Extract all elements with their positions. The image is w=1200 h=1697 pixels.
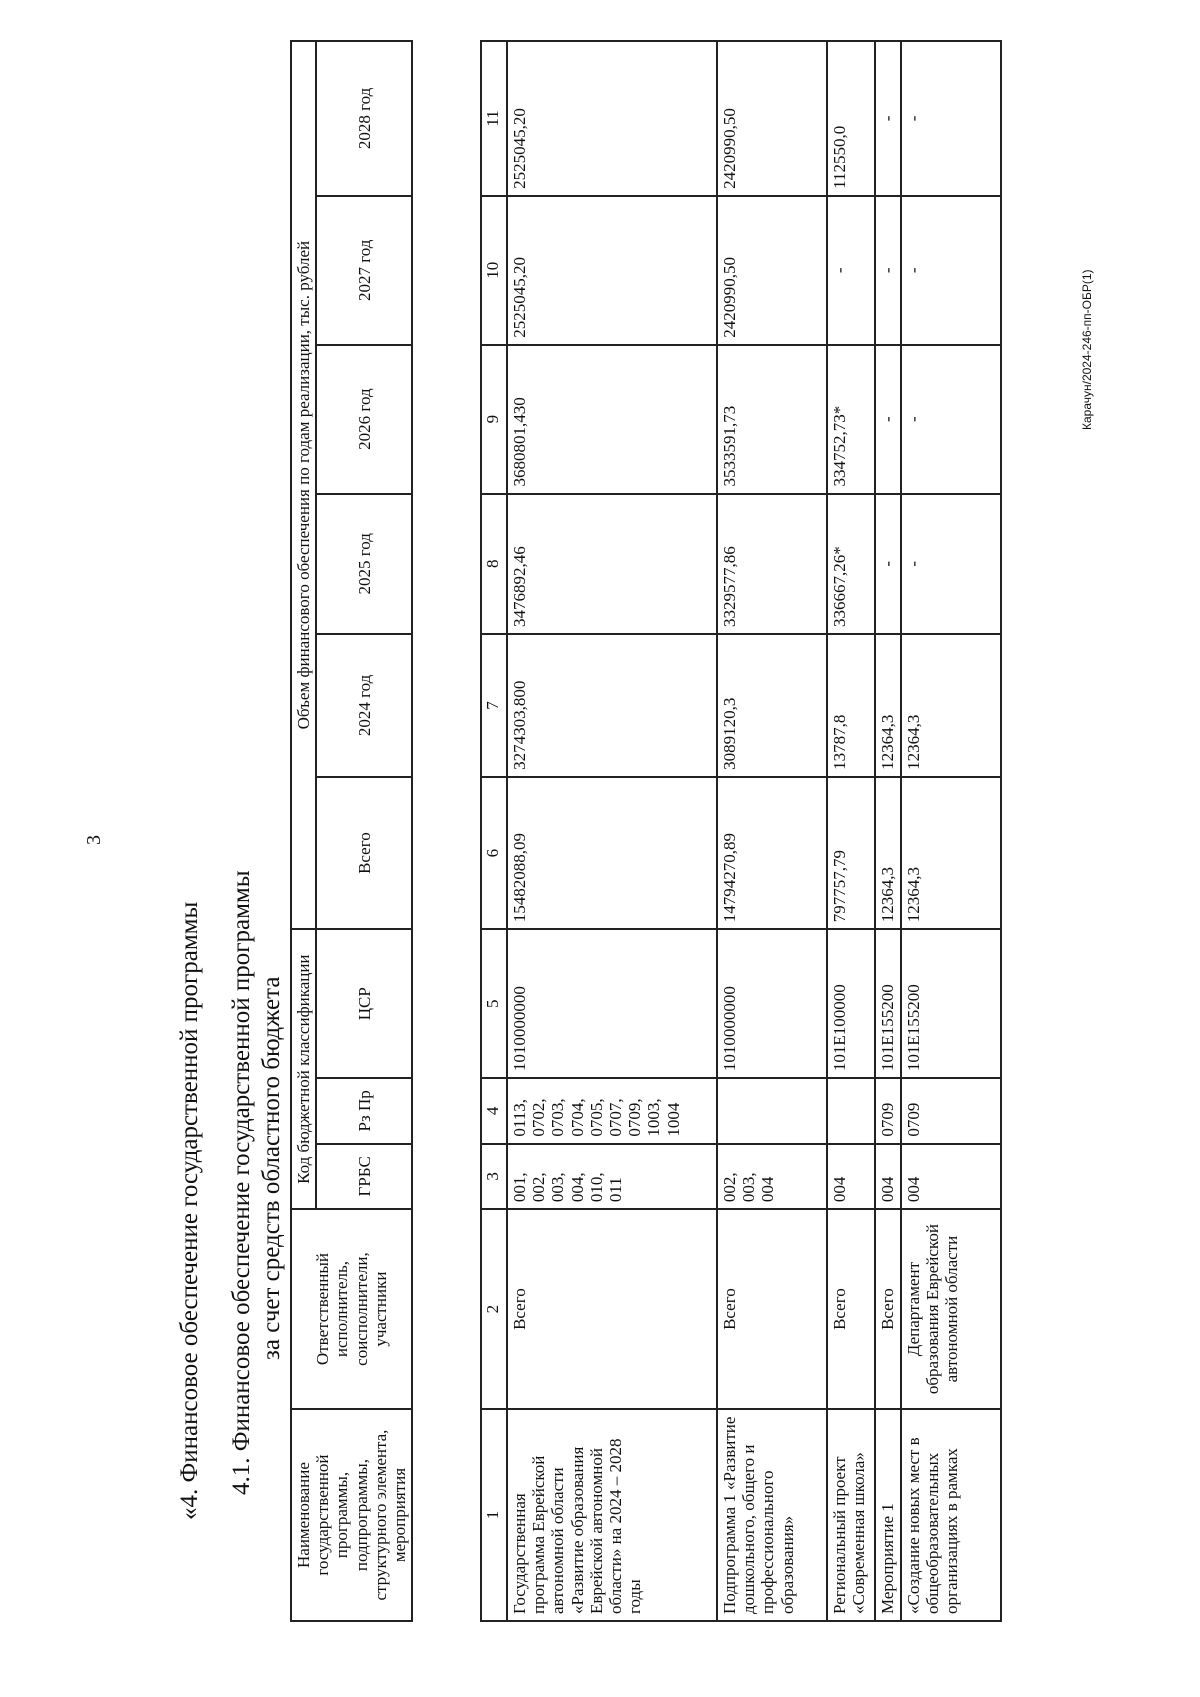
header-2026: 2026 год	[316, 345, 412, 494]
cell-responsible: Всего	[717, 1209, 827, 1409]
header-grbs: ГРБС	[316, 1144, 412, 1209]
cell-csr: 101Е155200	[901, 929, 1001, 1078]
header-2028: 2028 год	[316, 41, 412, 196]
cell-responsible: Всего	[875, 1209, 901, 1409]
table-row	[901, 41, 1001, 1621]
cell-csr: 101Е100000	[827, 929, 875, 1078]
column-number: 11	[481, 41, 507, 196]
cell-rzpr: 0709	[875, 1078, 901, 1143]
cell-rzpr: 0709	[901, 1078, 1001, 1143]
header-csr: ЦСР	[316, 929, 412, 1078]
table-body	[480, 40, 1002, 1622]
column-number: 5	[481, 929, 507, 1078]
cell-name: Государственная программа Еврейской автономной области «Развитие образования Еврейской автономной области» на 2024 – 2028 годы	[507, 1409, 717, 1621]
cell-rzpr	[827, 1078, 875, 1143]
cell-2024: 12364,3	[901, 634, 1001, 777]
cell-total: 797757,79	[827, 777, 875, 929]
document-code: Карачун/2024-246-пп-ОБР(1)	[1080, 269, 1094, 430]
cell-name: «Создание новых мест в общеобразовательных организациях в рамках	[901, 1409, 1001, 1621]
header-2025: 2025 год	[316, 494, 412, 634]
cell-2026: -	[875, 345, 901, 494]
header-responsible: Ответственный исполнитель, соисполнители, участники	[291, 1209, 412, 1409]
cell-name: Мероприятие 1	[875, 1409, 901, 1621]
cell-2027: -	[875, 196, 901, 345]
table-row	[717, 41, 827, 1621]
subsection-subheading: за счет средств областного бюджета	[258, 976, 285, 1360]
table-row	[875, 41, 901, 1621]
cell-2027: 2525045,20	[507, 196, 717, 345]
cell-2027: -	[901, 196, 1001, 345]
table-header	[290, 40, 413, 1622]
cell-2024: 3274303,800	[507, 634, 717, 777]
cell-2028: 112550,0	[827, 41, 875, 196]
column-number: 3	[481, 1144, 507, 1209]
cell-csr: 1010000000	[507, 929, 717, 1078]
cell-grbs: 004	[827, 1144, 875, 1209]
header-name: Наименование государственной программы, подпрограммы, структурного элемента, мероприятия	[291, 1409, 412, 1621]
table-row	[827, 41, 875, 1621]
cell-name: Региональный проект «Современная школа»	[827, 1409, 875, 1621]
cell-responsible: Всего	[507, 1209, 717, 1409]
header-2027: 2027 год	[316, 196, 412, 345]
cell-2025: -	[875, 494, 901, 634]
cell-csr: 1010000000	[717, 929, 827, 1078]
cell-grbs: 004	[901, 1144, 1001, 1209]
cell-2025: 336667,26*	[827, 494, 875, 634]
column-number: 1	[481, 1409, 507, 1621]
cell-name: Подпрограмма 1 «Развитие дошкольного, общего и профессионального образования»	[717, 1409, 827, 1621]
cell-2025: 3329577,86	[717, 494, 827, 634]
cell-rzpr: 0113, 0702, 0703, 0704, 0705, 0707, 0709, 1003, 1004	[507, 1078, 717, 1143]
cell-grbs: 004	[875, 1144, 901, 1209]
column-number: 9	[481, 345, 507, 494]
cell-2025: 3476892,46	[507, 494, 717, 634]
cell-2025: -	[901, 494, 1001, 634]
column-number: 6	[481, 777, 507, 929]
cell-rzpr	[717, 1078, 827, 1143]
cell-2026: 3680801,430	[507, 345, 717, 494]
cell-2026: 334752,73*	[827, 345, 875, 494]
cell-2027: 2420990,50	[717, 196, 827, 345]
cell-responsible: Всего	[827, 1209, 875, 1409]
header-volume-group: Объем финансового обеспечения по годам реализации, тыс. рублей	[291, 41, 316, 929]
cell-2028: 2420990,50	[717, 41, 827, 196]
cell-2024: 12364,3	[875, 634, 901, 777]
cell-2027: -	[827, 196, 875, 345]
cell-grbs: 001, 002, 003, 004, 010, 011	[507, 1144, 717, 1209]
cell-responsible: Департамент образования Еврейской автономной области	[901, 1209, 1001, 1409]
header-code-group: Код бюджетной классификации	[291, 929, 316, 1209]
cell-2028: -	[875, 41, 901, 196]
header-rzpr: Рз Пр	[316, 1078, 412, 1143]
cell-2026: -	[901, 345, 1001, 494]
table-row-column-numbers	[481, 41, 507, 1621]
cell-total: 15482088,09	[507, 777, 717, 929]
column-number: 8	[481, 494, 507, 634]
header-2024: 2024 год	[316, 634, 412, 777]
column-number: 4	[481, 1078, 507, 1143]
cell-total: 14794270,89	[717, 777, 827, 929]
column-number: 2	[481, 1209, 507, 1409]
column-number: 10	[481, 196, 507, 345]
cell-grbs: 002, 003, 004	[717, 1144, 827, 1209]
table-row	[507, 41, 717, 1621]
cell-total: 12364,3	[875, 777, 901, 929]
cell-csr: 101Е155200	[875, 929, 901, 1078]
cell-2026: 3533591,73	[717, 345, 827, 494]
page-number: 3	[83, 835, 105, 845]
section-heading: «4. Финансовое обеспечение государственной программы	[176, 901, 203, 1520]
header-total: Всего	[316, 777, 412, 929]
cell-2028: -	[901, 41, 1001, 196]
column-number: 7	[481, 634, 507, 777]
cell-total: 12364,3	[901, 777, 1001, 929]
cell-2028: 2525045,20	[507, 41, 717, 196]
cell-2024: 13787,8	[827, 634, 875, 777]
subsection-heading: 4.1. Финансовое обеспечение государственной программы	[228, 870, 255, 1495]
cell-2024: 3089120,3	[717, 634, 827, 777]
